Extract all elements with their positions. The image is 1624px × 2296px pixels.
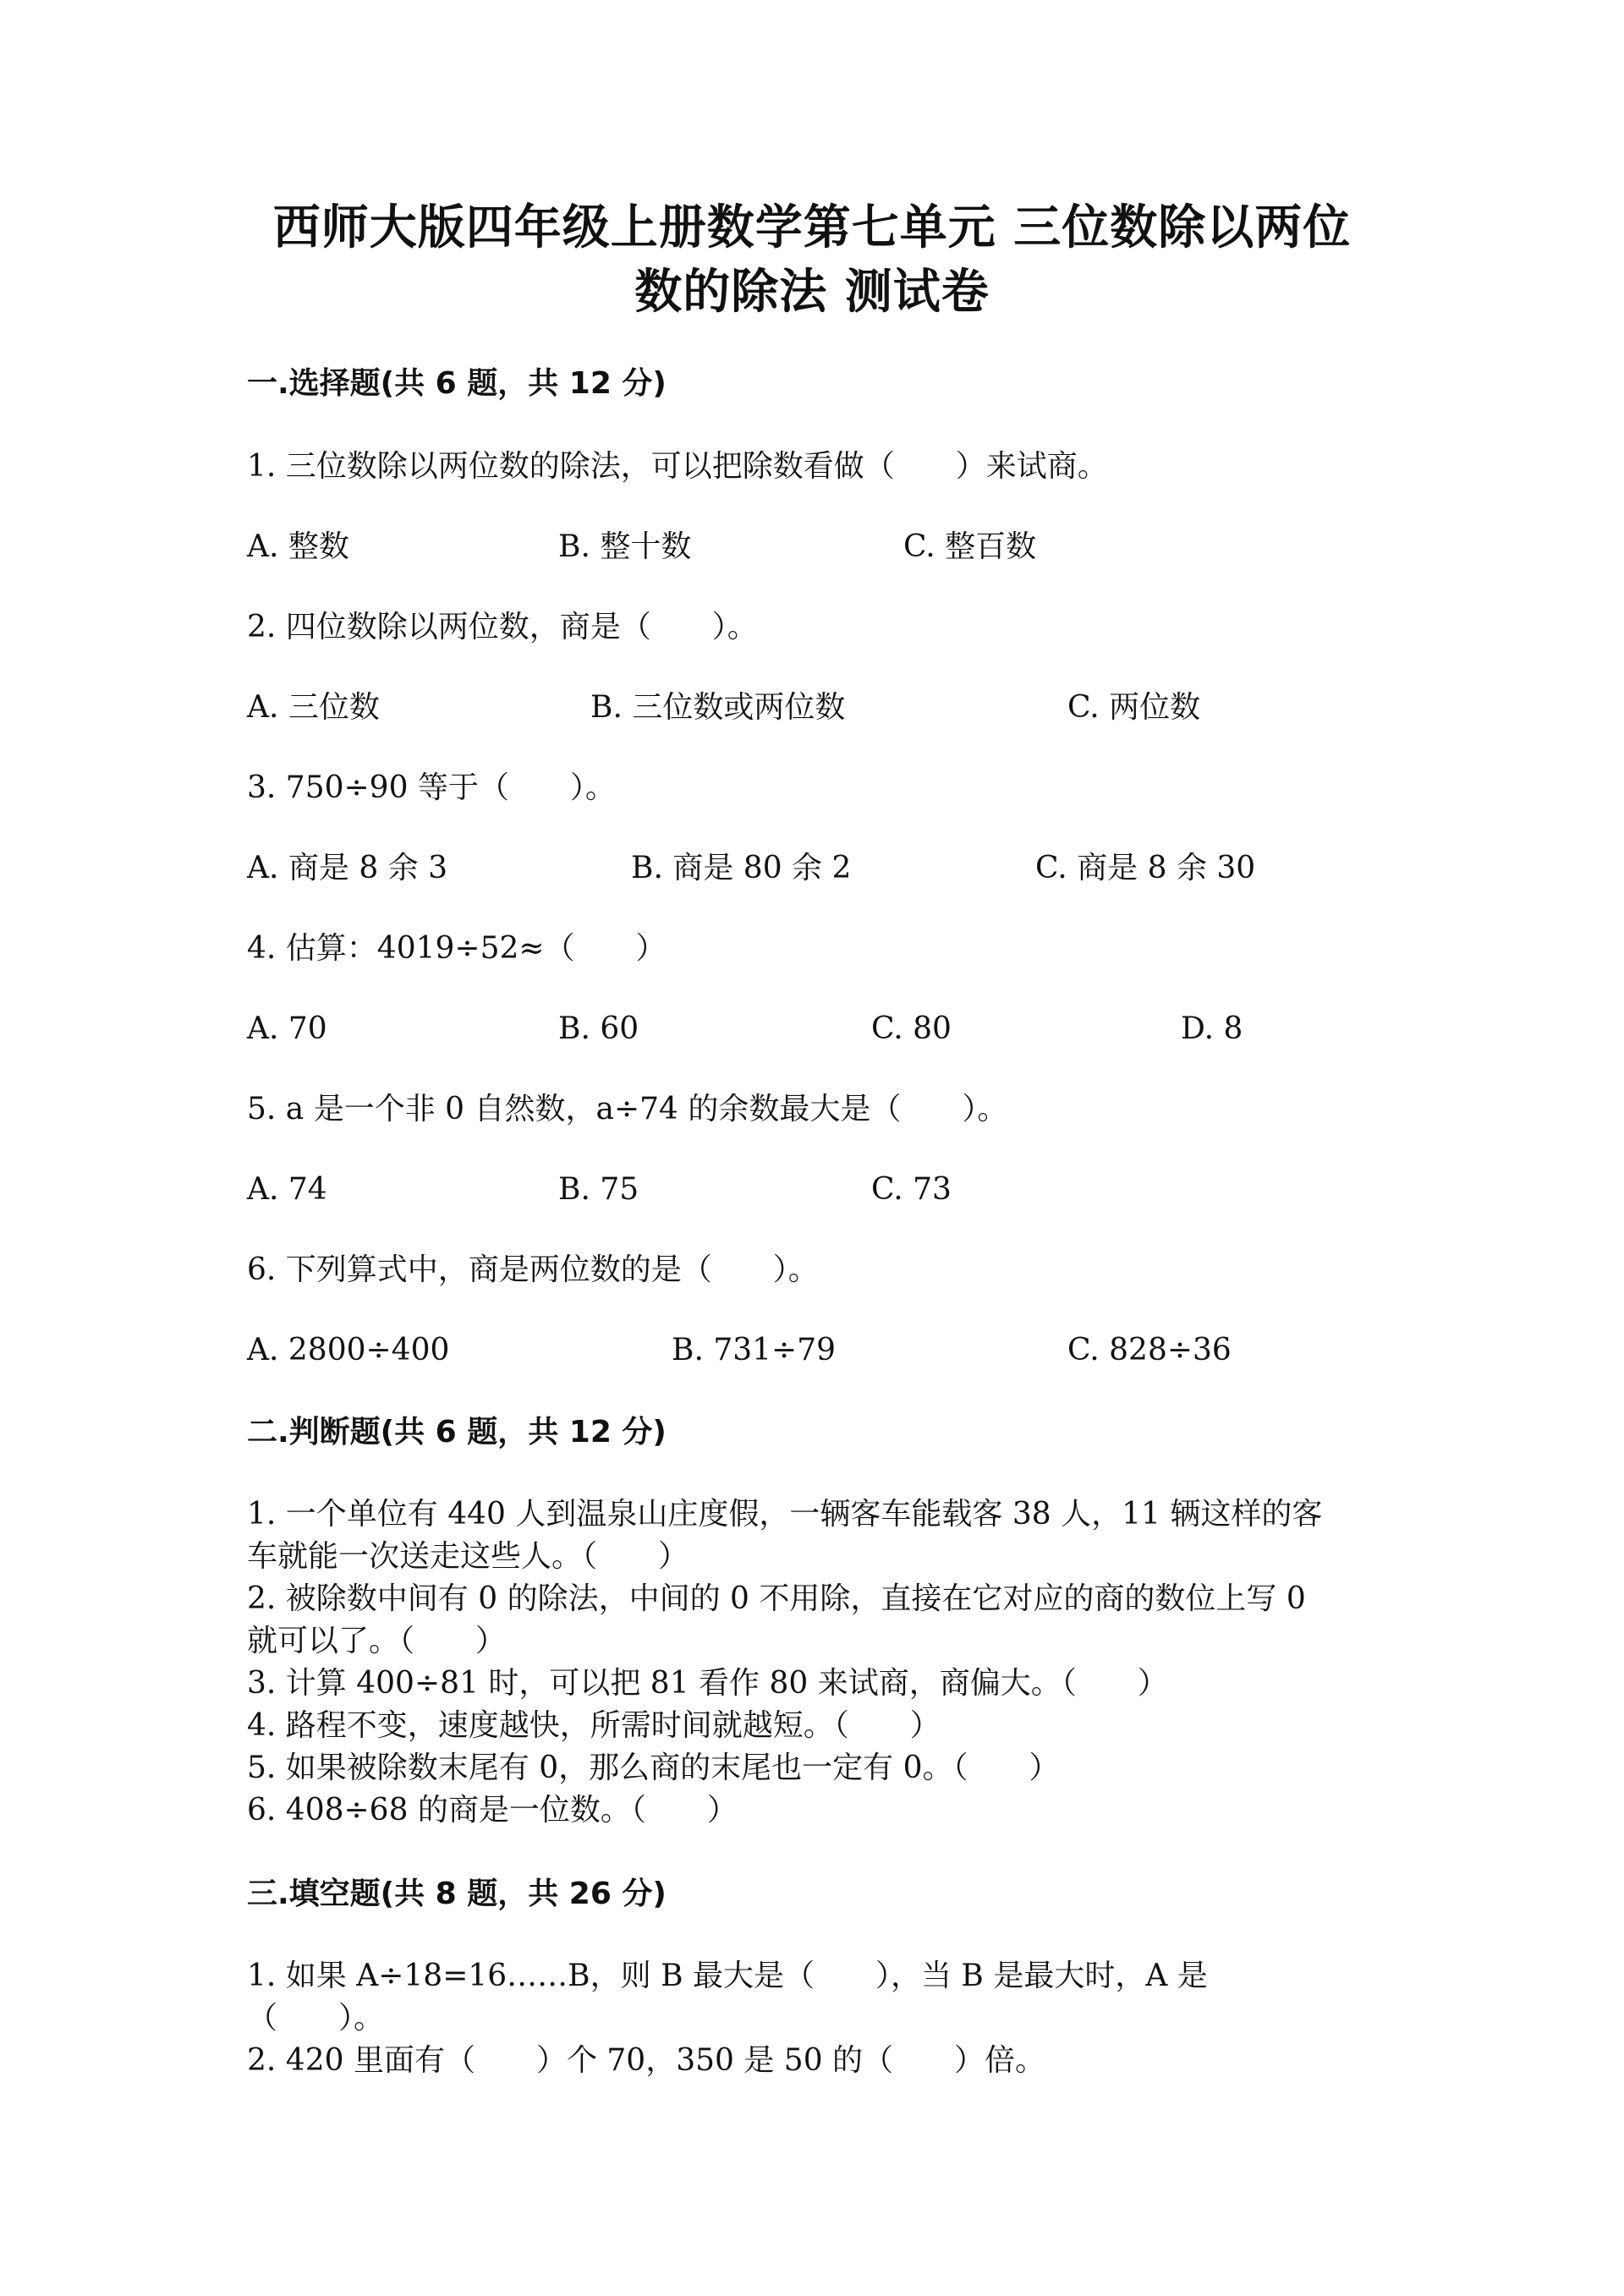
section-heading-choice: 一.选择题(共 6 题，共 12 分) (247, 366, 667, 401)
judgment-line: 2. 被除数中间有 0 的除法，中间的 0 不用除，直接在它对应的商的数位上写 0 (247, 1581, 1306, 1616)
question-option: B. 商是 80 余 2 (631, 851, 852, 885)
question-option: A. 2800÷400 (247, 1333, 450, 1367)
question-option: A. 商是 8 余 3 (247, 851, 448, 885)
question-text: 4. 估算：4019÷52≈（ ） (247, 931, 667, 966)
fill-blank-line: 2. 420 里面有（ ）个 70，350 是 50 的（ ）倍。 (247, 2043, 1046, 2078)
question-option: A. 70 (247, 1011, 327, 1046)
question-option: D. 8 (1181, 1011, 1243, 1046)
judgment-line: 车就能一次送走这些人。（ ） (247, 1539, 689, 1574)
question-option: C. 80 (871, 1011, 952, 1046)
fill-blank-line: 1. 如果 A÷18=16……B，则 B 最大是（ ），当 B 是最大时，A 是 (247, 1959, 1208, 1993)
question-option: B. 60 (558, 1011, 639, 1046)
question-option: A. 三位数 (247, 690, 380, 725)
question-option: B. 75 (558, 1172, 639, 1207)
question-option: C. 828÷36 (1067, 1333, 1232, 1367)
question-text: 1. 三位数除以两位数的除法，可以把除数看做（ ）来试商。 (247, 449, 1108, 484)
question-option: C. 商是 8 余 30 (1035, 851, 1256, 885)
fill-blank-line: （ ）。 (247, 2001, 385, 2036)
judgment-line: 3. 计算 400÷81 时，可以把 81 看作 80 来试商，商偏大。（ ） (247, 1666, 1168, 1701)
section-heading-fill-blank: 三.填空题(共 8 题，共 26 分) (247, 1877, 667, 1911)
question-option: A. 整数 (247, 529, 349, 564)
question-option: C. 两位数 (1067, 690, 1201, 725)
question-option: B. 三位数或两位数 (590, 690, 846, 725)
judgment-line: 5. 如果被除数末尾有 0，那么商的末尾也一定有 0。（ ） (247, 1751, 1060, 1785)
question-option: A. 74 (247, 1172, 327, 1207)
exam-title-line-2: 数的除法 测试卷 (634, 265, 990, 320)
section-heading-judgment: 二.判断题(共 6 题，共 12 分) (247, 1415, 667, 1449)
judgment-line: 4. 路程不变，速度越快，所需时间就越短。（ ） (247, 1708, 941, 1743)
question-option: C. 整百数 (903, 529, 1037, 564)
judgment-line: 就可以了。（ ） (247, 1624, 507, 1658)
question-text: 3. 750÷90 等于（ ）。 (247, 770, 616, 805)
judgment-line: 6. 408÷68 的商是一位数。（ ） (247, 1793, 738, 1827)
question-option: B. 整十数 (558, 529, 692, 564)
question-text: 6. 下列算式中，商是两位数的是（ ）。 (247, 1252, 819, 1287)
question-text: 2. 四位数除以两位数，商是（ ）。 (247, 610, 758, 644)
question-text: 5. a 是一个非 0 自然数，a÷74 的余数最大是（ ）。 (247, 1092, 1008, 1126)
exam-title-line-1: 西师大版四年级上册数学第七单元 三位数除以两位 (272, 200, 1352, 255)
judgment-line: 1. 一个单位有 440 人到温泉山庄度假，一辆客车能载客 38 人，11 辆这样的客 (247, 1497, 1323, 1532)
question-option: C. 73 (871, 1172, 952, 1207)
question-option: B. 731÷79 (672, 1333, 837, 1367)
